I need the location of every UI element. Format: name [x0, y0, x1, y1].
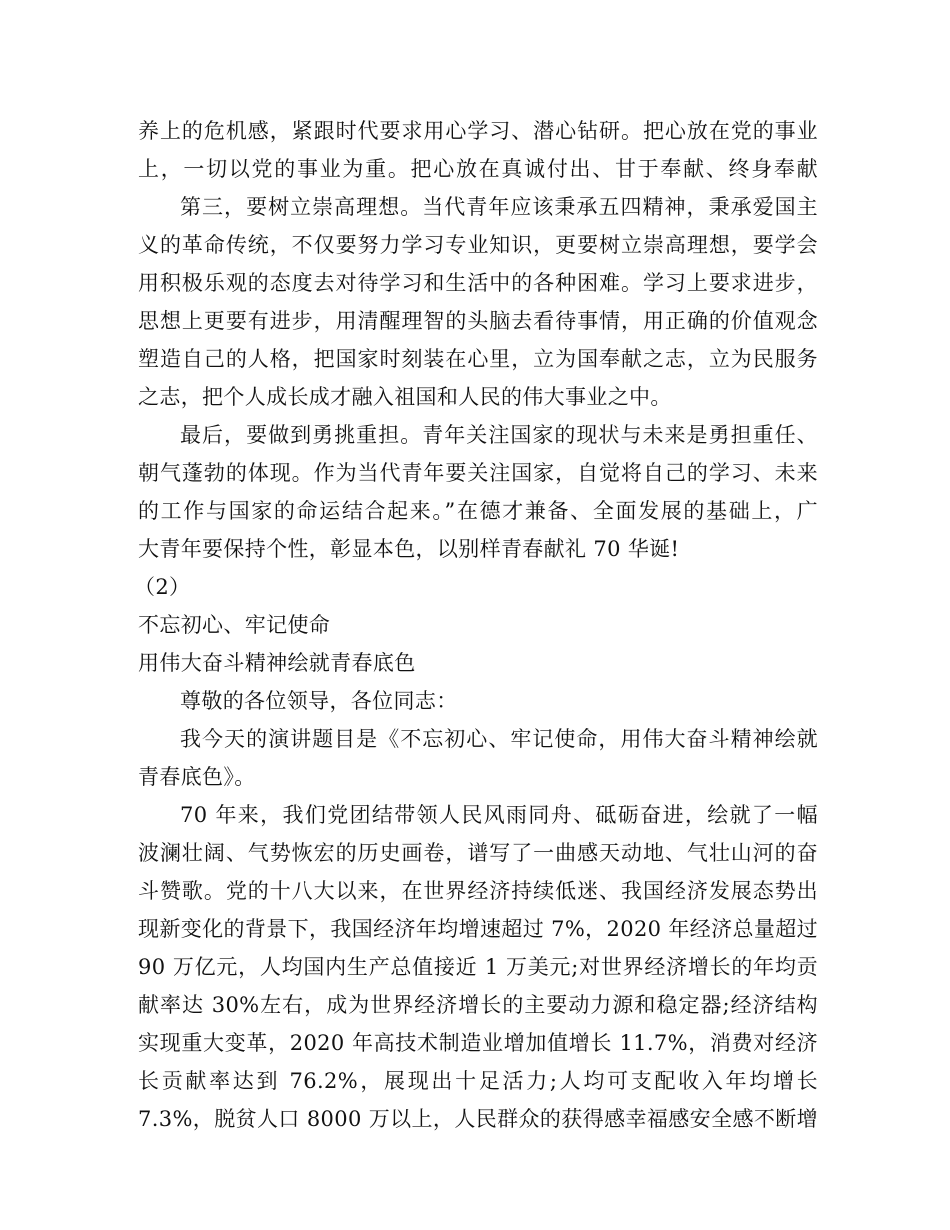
text-line: 义的革命传统，不仅要努力学习专业知识，更要树立崇高理想，要学会 — [138, 233, 818, 257]
text-line: 第三，要树立崇高理想。当代青年应该秉承五四精神，秉承爱国主 — [180, 195, 818, 219]
text-line: 上，一切以党的事业为重。把心放在真诚付出、甘于奉献、终身奉献 — [138, 157, 818, 181]
text-line: 思想上更要有进步，用清醒理智的头脑去看待事情，用正确的价值观念 — [138, 309, 818, 333]
document-page — [134, 112, 818, 1138]
text-line: 7.3%，脱贫人口 8000 万以上，人民群众的获得感幸福感安全感不断增 — [138, 1107, 818, 1131]
text-line: 献率达 30%左右，成为世界经济增长的主要动力源和稳定器;经济结构 — [138, 993, 818, 1017]
text-line: 不忘初心、牢记使命 — [138, 613, 331, 637]
text-line: 用伟大奋斗精神绘就青春底色 — [138, 651, 416, 675]
text-line: 波澜壮阔、气势恢宏的历史画卷，谱写了一曲感天动地、气壮山河的奋 — [138, 841, 818, 865]
text-line: 的工作与国家的命运结合起来。”在德才兼备、全面发展的基础上，广 — [138, 499, 818, 523]
text-line: 之志，把个人成长成才融入祖国和人民的伟大事业之中。 — [138, 385, 672, 409]
text-line: 塑造自己的人格，把国家时刻装在心里，立为国奉献之志，立为民服务 — [138, 347, 818, 371]
text-line: 我今天的演讲题目是《不忘初心、牢记使命，用伟大奋斗精神绘就 — [180, 727, 818, 751]
text-line: 朝气蓬勃的体现。作为当代青年要关注国家，自觉将自己的学习、未来 — [138, 461, 818, 485]
text-line: 养上的危机感，紧跟时代要求用心学习、潜心钻研。把心放在党的事业 — [138, 119, 818, 143]
text-line: 现新变化的背景下，我国经济年均增速超过 7%，2020 年经济总量超过 — [138, 917, 818, 941]
text-line: 青春底色》。 — [138, 765, 256, 789]
text-line: 70 年来，我们党团结带领人民风雨同舟、砥砺奋进，绘就了一幅 — [180, 803, 818, 827]
text-line: 斗赞歌。党的十八大以来，在世界经济持续低迷、我国经济发展态势出 — [138, 879, 818, 903]
text-line: 长贡献率达到 76.2%，展现出十足活力;人均可支配收入年均增长 — [138, 1069, 818, 1093]
text-line: 90 万亿元，人均国内生产总值接近 1 万美元;对世界经济增长的年均贡 — [138, 955, 818, 979]
text-line: （2） — [134, 575, 191, 599]
text-line: 实现重大变革，2020 年高技术制造业增加值增长 11.7%，消费对经济 — [138, 1031, 818, 1055]
text-line: 尊敬的各位领导，各位同志： — [180, 689, 458, 713]
text-line: 大青年要保持个性，彰显本色，以别样青春献礼 70 华诞! — [138, 537, 680, 561]
text-line: 最后，要做到勇挑重担。青年关注国家的现状与未来是勇担重任、 — [180, 423, 818, 447]
text-line: 用积极乐观的态度去对待学习和生活中的各种困难。学习上要求进步， — [138, 271, 818, 295]
